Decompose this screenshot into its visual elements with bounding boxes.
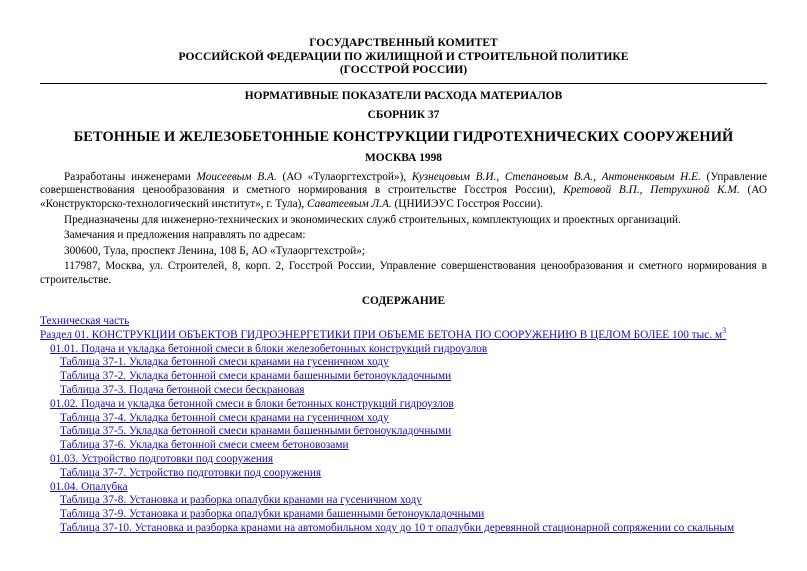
purpose-paragraph: Предназначены для инженерно-технических и экономических служб строительных, комплектующих и проектных организаций. [64,213,681,226]
toc-row [40,439,767,453]
toc-row [40,412,767,426]
toc-link[interactable] [60,384,304,398]
toc-link[interactable] [60,467,321,481]
toc-link[interactable] [60,508,484,522]
toc-link-label: Таблица 37-2. Укладка бетонной смеси кранами башенными бетоноукладочными [60,370,452,383]
toc-link-superscript: 3 [722,325,727,335]
developers-text-5: (ЦНИИЭУС Госстроя России). [391,198,544,211]
feedback-paragraph: Замечания и предложения направлять по адресам: [64,229,306,242]
toc-row [40,453,767,467]
developers-paragraph [40,171,767,212]
contents-heading: СОДЕРЖАНИЕ [361,295,446,308]
toc-link-label: Таблица 37-10. Установка и разборка кранами на автомобильном ходу до 10 т опалубки деревянной стационарной сопряжении со скальным [60,521,735,534]
toc-row [40,398,767,412]
org-line-2: РОССИЙСКОЙ ФЕДЕРАЦИИ ПО ЖИЛИЩНОЙ И СТРОИТЕЛЬНОЙ ПОЛИТИКЕ [178,49,629,63]
toc-row [40,467,767,481]
toc-link-label: 01.02. Подача и укладка бетонной смеси в блоки бетонных конструкций гидроузлов [50,397,454,410]
address-1: 300600, Тула, проспект Ленина, 108 Б, АО «Тулаоргтехстрой»; [64,245,366,258]
developer-name-2: Кузнецовым В.И., Степановым В.А., Антоненковым Н.Е. [411,170,701,183]
table-of-contents [40,315,767,536]
toc-link-label: Таблица 37-4. Укладка бетонной смеси кранами на гусеничном ходу [60,411,389,424]
developers-text-2: (АО «Тулаоргтехстрой»), [276,170,412,183]
toc-row [40,315,767,329]
developers-text-1: Разработаны инженерами [64,170,197,183]
toc-link[interactable] [60,494,422,508]
toc-link[interactable] [60,522,734,536]
toc-link-label: Таблица 37-6. Укладка бетонной смеси смеем бетоновозами [60,439,349,452]
toc-row [40,343,767,357]
toc-row [40,325,767,343]
toc-link[interactable] [60,425,451,439]
toc-row [40,384,767,398]
toc-link-label: Таблица 37-8. Установка и разборка опалубки кранами на гусеничном ходу [60,494,422,507]
developers-text-4: (АО «Конструкторско-технологический институт», г. Тула), [40,184,767,211]
toc-link[interactable] [50,398,454,412]
toc-link-label: Таблица 37-5. Укладка бетонной смеси кранами башенными бетоноукладочными [60,425,452,438]
toc-link[interactable] [40,325,727,343]
developers-text-3: (Управление совершенствования ценообразования и сметного нормирования в строительстве Госстроя России), [40,170,767,197]
toc-link[interactable] [60,439,349,453]
toc-row [40,508,767,522]
toc-row [40,425,767,439]
toc-link[interactable] [60,370,451,384]
toc-link[interactable] [40,315,129,329]
toc-link-label: Техническая часть [40,314,130,327]
header-divider [40,83,767,84]
toc-link[interactable] [50,481,128,495]
toc-link-label: Таблица 37-3. Подача бетонной смеси бескрановая [60,383,305,396]
toc-row [40,356,767,370]
developer-name-4: Саватеевым Л.А. [307,198,392,211]
toc-link-label: Таблица 37-9. Установка и разборка опалубки кранами башенными бетоноукладочными [60,508,485,521]
developer-name-1: Моисеевым В.А. [196,170,277,183]
document-title: БЕТОННЫЕ И ЖЕЛЕЗОБЕТОННЫЕ КОНСТРУКЦИИ ГИДРОТЕХНИЧЕСКИХ СООРУЖЕНИЙ [73,128,734,145]
org-line-1: ГОСУДАРСТВЕННЫЙ КОМИТЕТ [309,36,498,49]
document-type: НОРМАТИВНЫЕ ПОКАЗАТЕЛИ РАСХОДА МАТЕРИАЛОВ [244,89,563,102]
toc-link-label: Раздел 01. КОНСТРУКЦИИ ОБЪЕКТОВ ГИДРОЭНЕРГЕТИКИ ПРИ ОБЪЕМЕ БЕТОНА ПО СООРУЖЕНИЮ В ЦЕЛОМ БОЛЕЕ 100 тыс. м [40,328,723,341]
collection-number: СБОРНИК 37 [367,109,440,122]
toc-link-label: 01.01. Подача и укладка бетонной смеси в блоки железобетонных конструкций гидроузлов [50,342,488,355]
toc-link[interactable] [60,412,389,426]
toc-row [40,370,767,384]
toc-row [40,494,767,508]
org-header [40,36,767,77]
toc-link[interactable] [50,343,487,357]
toc-row [40,481,767,495]
address-2: 117987, Москва, ул. Строителей, 8, корп. 2, Госстрой России, Управление совершенствования ценообразования и сметного нормирования в строительстве. [40,259,767,286]
toc-link-label: 01.04. Опалубка [50,480,128,493]
toc-link-label: Таблица 37-7. Устройство подготовки под сооружения [60,466,322,479]
toc-link[interactable] [60,356,389,370]
city-year: МОСКВА 1998 [365,151,442,164]
toc-row [40,522,767,536]
toc-link-label: Таблица 37-1. Укладка бетонной смеси кранами на гусеничном ходу [60,356,389,369]
toc-link[interactable] [50,453,273,467]
org-line-3: (ГОССТРОЙ РОССИИ) [339,63,468,76]
toc-link-label: 01.03. Устройство подготовки под сооружения [50,452,274,465]
developer-name-3: Кретовой В.П., Петрухиной К.М. [563,184,740,197]
